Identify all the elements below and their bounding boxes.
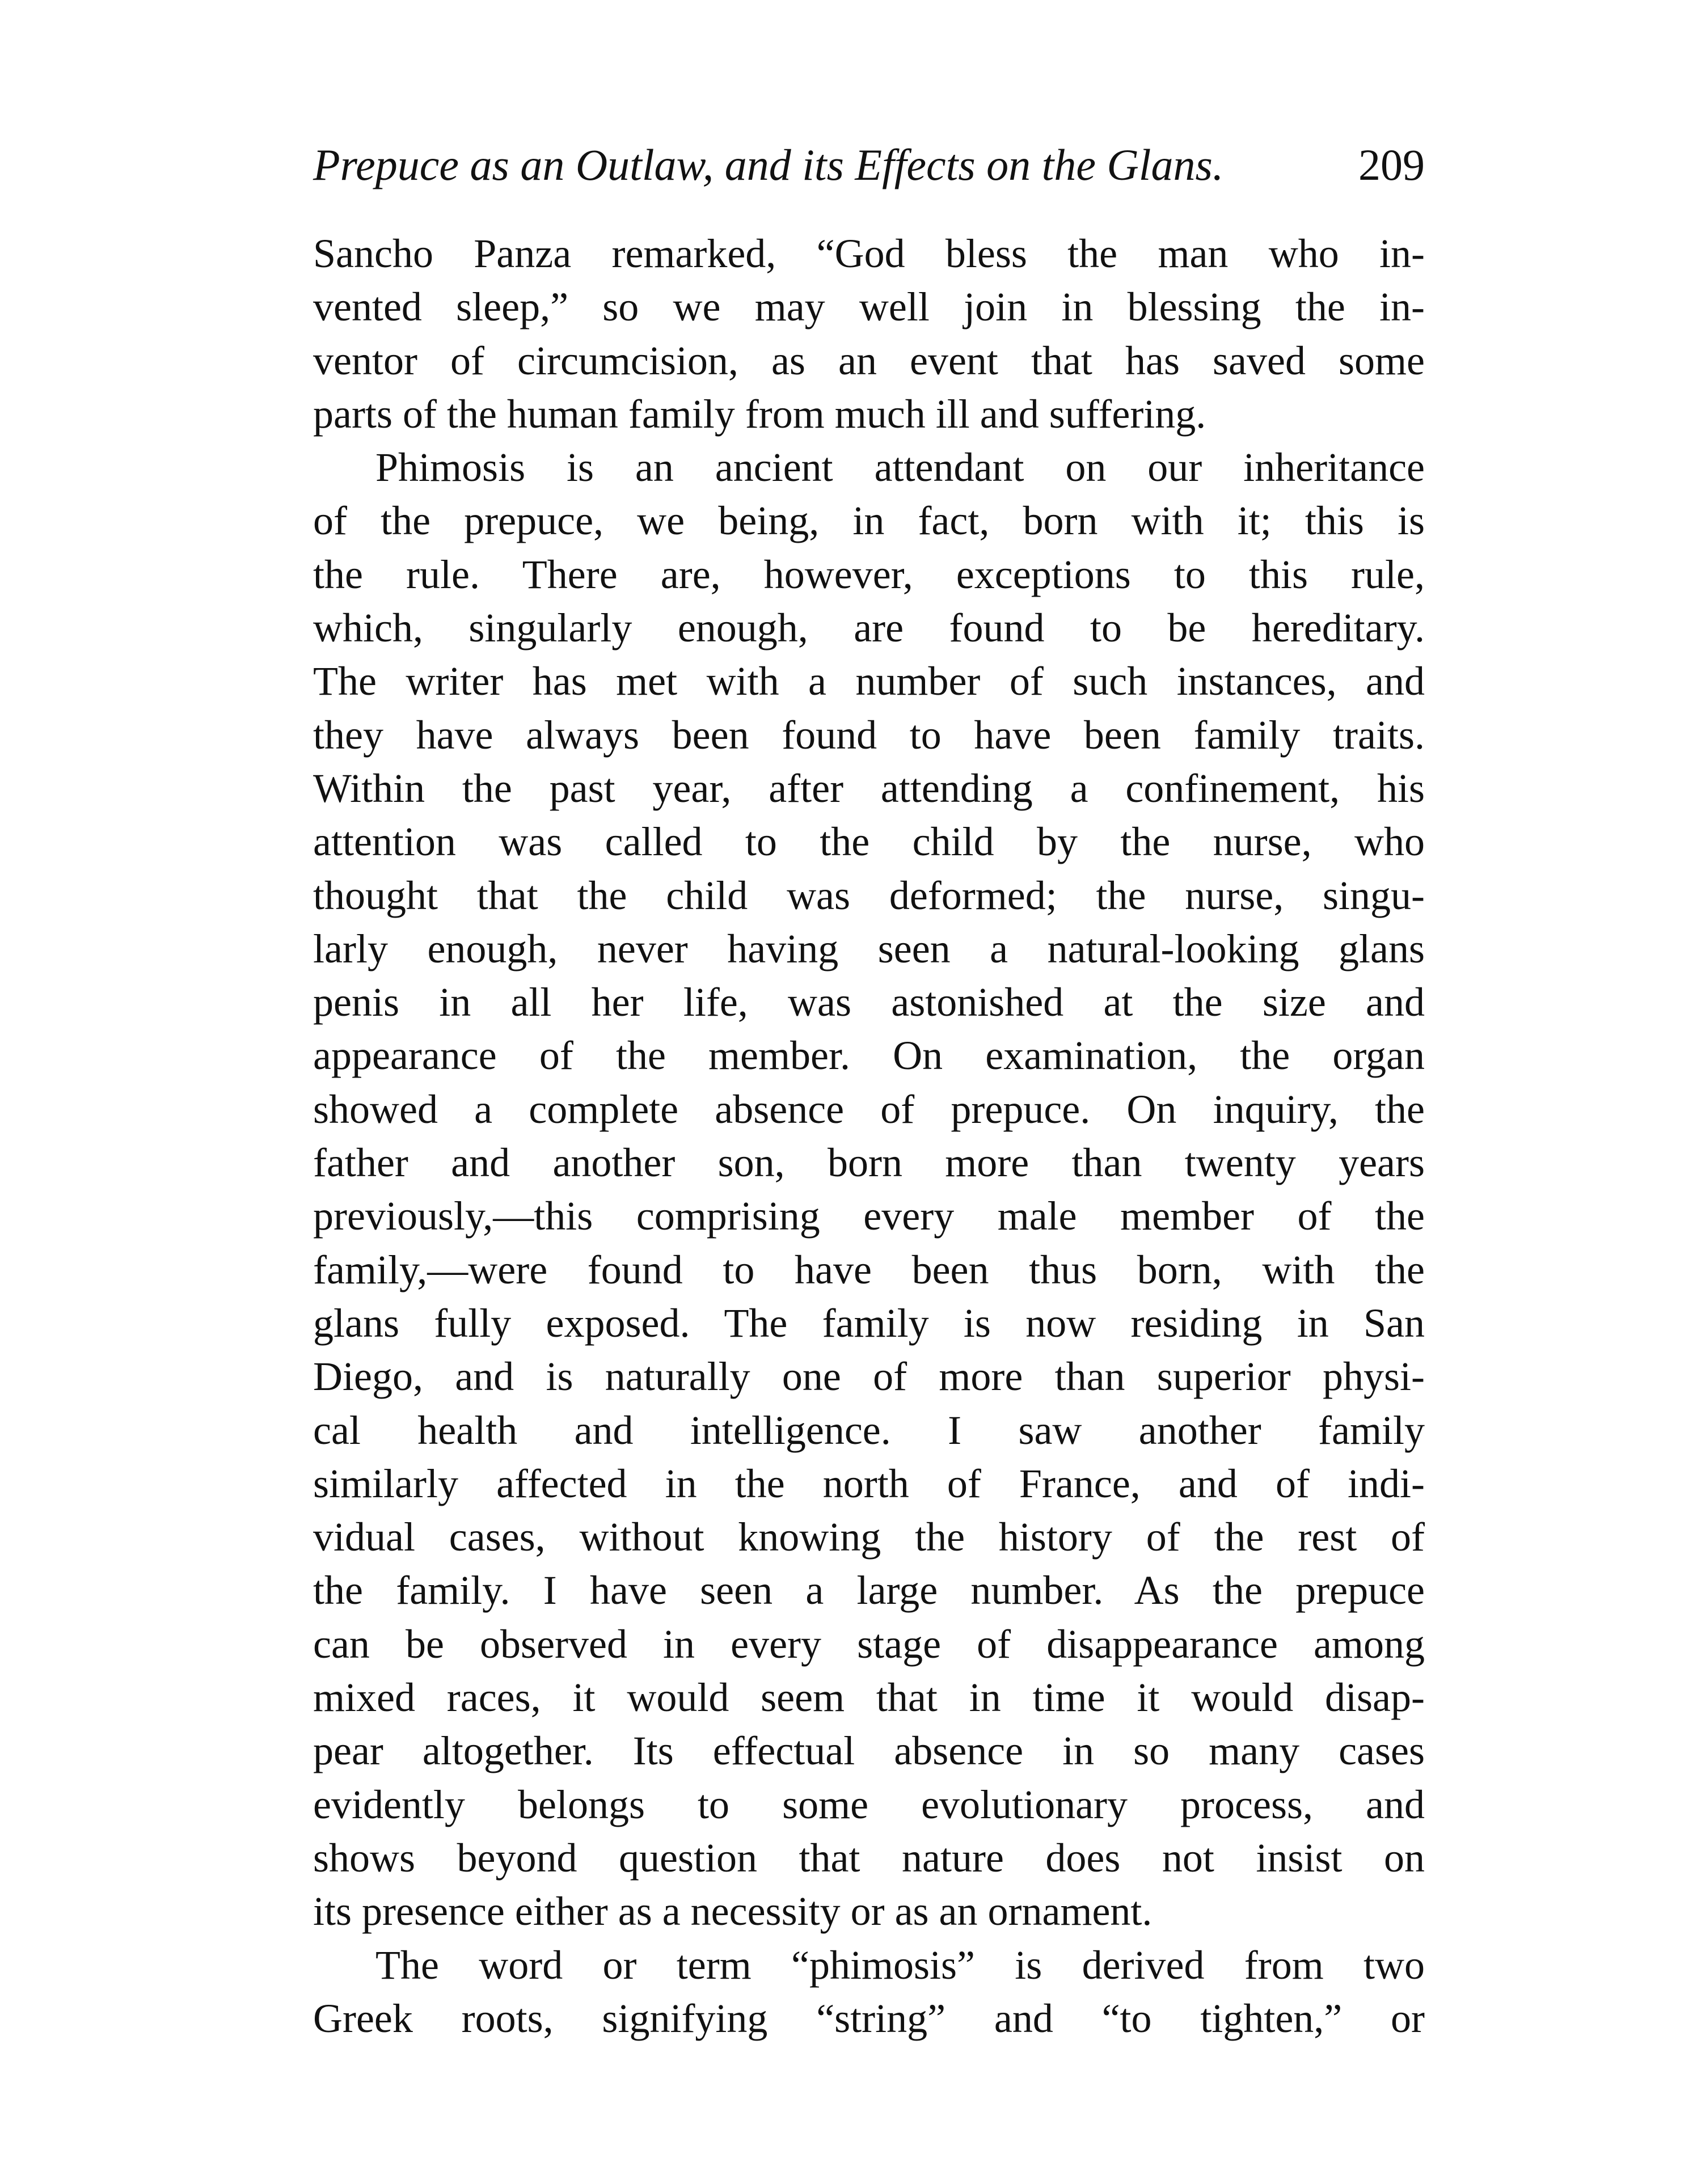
text-line: can be observed in every stage of disappearance among: [313, 1621, 1425, 1667]
text-line: they have always been found to have been family traits.: [313, 712, 1425, 758]
text-line: appearance of the member. On examination, the organ: [313, 1033, 1425, 1079]
text-line: previously,—this comprising every male member of the: [313, 1193, 1425, 1239]
text-line: The word or term “phimosis” is derived from two: [375, 1942, 1425, 1988]
text-line: Within the past year, after attending a confinement, his: [313, 765, 1425, 811]
text-line: The writer has met with a number of such instances, and: [313, 658, 1425, 704]
text-line: family,—were found to have been thus born, with the: [313, 1247, 1425, 1292]
text-line: ventor of circumcision, as an event that has saved some: [313, 337, 1425, 383]
text-line: mixed races, it would seem that in time it would disap-: [313, 1675, 1425, 1721]
text-line: father and another son, born more than twenty years: [313, 1140, 1425, 1186]
text-line: similarly affected in the north of France, and of indi-: [313, 1460, 1425, 1506]
text-line: attention was called to the child by the nurse, who: [313, 819, 1425, 865]
text-line: of the prepuce, we being, in fact, born with it; this is: [313, 498, 1425, 544]
text-line: Diego, and is naturally one of more than superior physi-: [313, 1354, 1425, 1400]
text-line: Sancho Panza remarked, “God bless the man who in-: [313, 231, 1425, 276]
text-line: the family. I have seen a large number. As the prepuce: [313, 1568, 1425, 1613]
text-line: larly enough, never having seen a natural-looking glans: [313, 926, 1425, 971]
text-line: Greek roots, signifying “string” and “to tighten,” or: [313, 1995, 1425, 2041]
text-line: penis in all her life, was astonished at the size and: [313, 979, 1425, 1025]
text-line: vented sleep,” so we may well join in blessing the in-: [313, 284, 1425, 330]
body-text: [313, 227, 1425, 2045]
text-line: glans fully exposed. The family is now residing in San: [313, 1300, 1425, 1346]
page-number: 209: [1358, 140, 1425, 189]
text-line: vidual cases, without knowing the history of the rest of: [313, 1514, 1425, 1560]
page-header: [313, 134, 1425, 196]
text-line: pear altogether. Its effectual absence in so many cases: [313, 1728, 1425, 1774]
text-line: which, singularly enough, are found to be hereditary.: [313, 605, 1425, 651]
text-line: evidently belongs to some evolutionary process, and: [313, 1781, 1425, 1827]
text-line: thought that the child was deformed; the nurse, singu-: [313, 872, 1425, 918]
text-line: parts of the human family from much ill and suffering.: [313, 391, 1206, 437]
text-line: the rule. There are, however, exceptions to this rule,: [313, 551, 1425, 597]
text-line: its presence either as a necessity or as an ornament.: [313, 1889, 1153, 1934]
running-title: Prepuce as an Outlaw, and its Effects on the Glans.: [313, 140, 1224, 189]
text-line: Phimosis is an ancient attendant on our inheritance: [375, 445, 1425, 491]
text-line: showed a complete absence of prepuce. On inquiry, the: [313, 1086, 1425, 1132]
text-line: cal health and intelligence. I saw another family: [313, 1407, 1425, 1453]
text-line: shows beyond question that nature does not insist on: [313, 1835, 1425, 1881]
